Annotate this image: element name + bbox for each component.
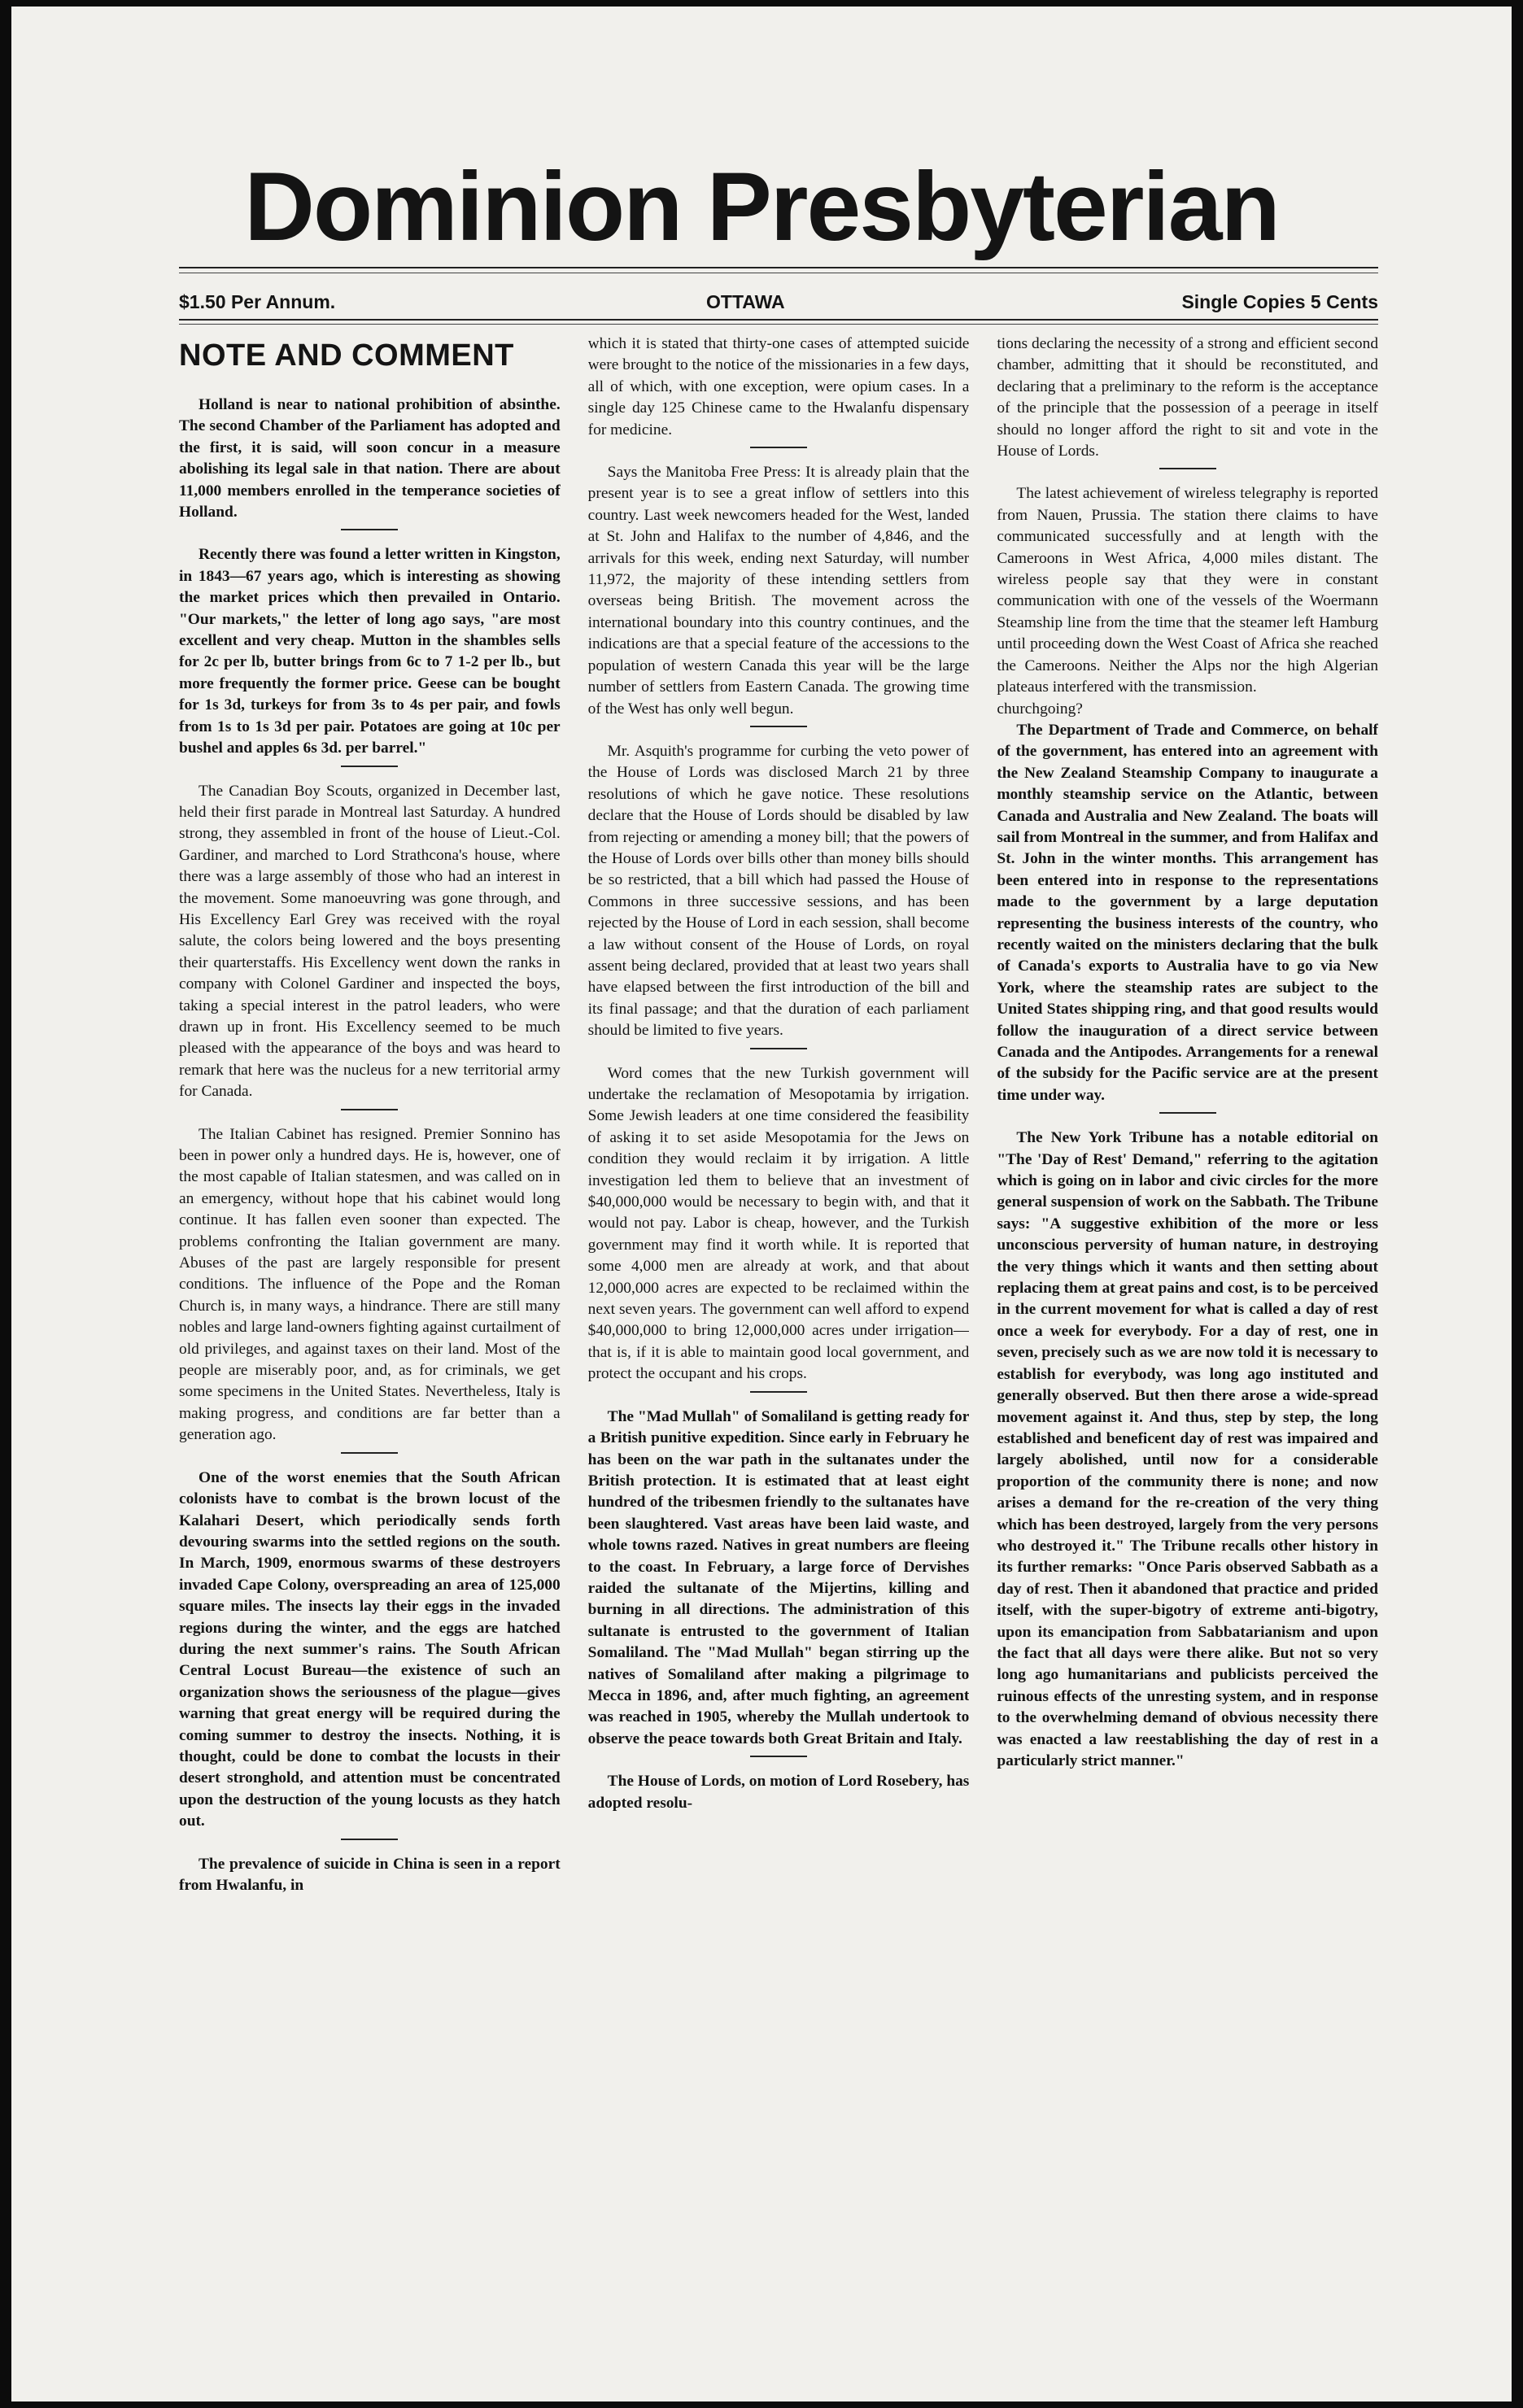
- news-item: churchgoing?: [997, 700, 1083, 718]
- news-item: Says the Manitoba Free Press: It is already plain that the present year is to see a great inflow of settlers into this country. Last week newcomers headed for the West, landed at St. John and Halifax to the number of 4,846, and the arrivals for this week, ending next Saturday, will number 11,972, the majority of these intending settlers from overseas being British. The movement across the international boundary into this country continues, and the indications are that a special feature of the accessions to the population of western Canada this year will be the large number of settlers from Eastern Canada. The growing time of the West has only well begun.: [587, 464, 970, 718]
- item-separator: [750, 1391, 807, 1393]
- item-separator: [341, 1839, 398, 1840]
- item-separator: [750, 447, 807, 448]
- masthead-title: Dominion Presbyterian: [244, 152, 1279, 261]
- item-separator: [341, 1109, 398, 1110]
- news-item: Word comes that the new Turkish government will undertake the reclamation of Mesopotamia by irrigation. Some Jewish leaders at one time considered the feasibility of asking it to set aside Mesopotamia for the Jews on condition they would reclaim it by irrigation. A little investigation led them to believe that an investment of $40,000,000 would be necessary to begin with, and that it would not pay. Labor is cheap, however, and the Turkish government may find it worth while. It is reported that some 4,000 men are already at work, and that about 12,000,000 acres are expected to be reclaimed within the next seven years. The government can well afford to expend $40,000,000 to bring 12,000,000 acres under irrigation—that is, if it is able to maintain good local government, and protect the occupant and his crops.: [587, 1064, 970, 1383]
- subscription-price: $1.50 Per Annum.: [179, 291, 336, 312]
- news-item: The Canadian Boy Scouts, organized in December last, held their first parade in Montreal last Saturday. A hundred strong, they assembled in front of the house of Lieut.-Col. Gardiner, and marched to Lord Strathcona's house, where there was a large assembly of those who had an interest in the movement. Some manoeuvring was gone through, and His Excellency Earl Grey was received with the royal salute, the colors being lowered and the boys presenting their quarterstaffs. His Excellency went down the ranks in company with Colonel Gardiner and inspected the boys, taking a special interest in the patrol leaders, who were drawn up in front. His Excellency seemed to be much pleased with the appearance of the boys and was heard to remark that here was the nucleus for a new territorial army for Canada.: [179, 782, 561, 1101]
- item-separator: [341, 1452, 398, 1454]
- news-item: The Italian Cabinet has resigned. Premier Sonnino has been in power only a hundred days. He is, however, one of the most capable of Italian statesmen, and was called on in an emergency, without hope that his cabinet would long continue. It has fallen even sooner than expected. The problems confronting the Italian government are many. Abuses of the past are largely responsible for present conditions. The influence of the Pope and the Roman Church is, in many ways, a hindrance. There are still many nobles and large land-owners fighting against curtailment of old privileges, and against taxes on their land. Most of the people are miserably poor, and, as for criminals, we get some specimens in the United States. Nevertheless, Italy is making progress, and conditions are far better than a generation ago.: [179, 1125, 561, 1444]
- item-separator: [750, 1048, 807, 1049]
- section-heading: NOTE AND COMMENT: [179, 338, 514, 373]
- column-2: [588, 334, 970, 2302]
- news-item: The New York Tribune has a notable editorial on "The 'Day of Rest' Demand," referring to the agitation which is going on in labor and civic circles for the more general suspension of work on the Sabbath. The Tribune says: "A suggestive exhibition of the more or less unconscious perversity of human nature, in destroying the very things which it wants and then setting about replacing them at great pains and cost, is to be perceived in the current movement for what is called a day of rest once a week for everybody. For a day of rest, one in seven, precisely such as we are now told it is necessary to establish for everybody, was long ago instituted and generally observed. But then there arose a wide-spread movement against it. And thus, step by step, the long established and beneficent day of rest was impaired and largely abolished, until now for a considerable proportion of the community there is none; and now arises a demand for the re-creation of the very thing which has been destroyed, largely from the very persons who destroyed it." The Tribune recalls other history in its further remarks: "Once Paris observed Sabbath as a day of rest. Then it abandoned that practice and prided itself, with the super-bigotry of extreme anti-bigotry, upon its emancipation from Sabbatarianism and upon the fact that all days were there alike. But not so very long ago humanitarians and publicists perceived the ruinous effects of the unresting system, and in response to the overwhelming demand of obvious necessity there was enacted a law reestablishing the day of rest in a particularly strict manner.": [997, 1129, 1379, 1769]
- masthead-rule-bottom-thin: [179, 324, 1378, 325]
- news-item: The House of Lords, on motion of Lord Rosebery, has adopted resolu-: [587, 1773, 970, 1812]
- article-columns: [179, 334, 1378, 2302]
- news-item: Recently there was found a letter written in Kingston, in 1843—67 years ago, which is interesting as showing the market prices which then prevailed in Ontario. "Our markets," the letter of long ago says, "are most excellent and very cheap. Mutton in the shambles sells for 2c per lb, butter brings from 6c to 7 1-2 per lb., but more frequently the former price. Geese can be bought for 1s 3d, turkeys for from 3s to 4s per pair, and fowls from 1s to 1s 3d per pair. Potatoes are going at 10c per bushel and apples 6s 3d. per barrel.": [179, 546, 561, 757]
- news-item: Mr. Asquith's programme for curbing the veto power of the House of Lords was disclosed March 21 by three resolutions of which he gave notice. These resolutions declare that the House of Lords should be disabled by law from rejecting or amending a money bill; that the powers of the House of Lords over bills other than money bills should be so restricted, that a bill which had passed the House of Commons in three successive sessions, and has been rejected by the House of Lord in each session, shall become a law without consent of the House of Lords, on royal assent being declared, provided that at least two years shall have elapsed between the first introduction of the bill and its final passage; and that the duration of each parliament should be limited to five years.: [587, 742, 970, 1040]
- column-1: [179, 334, 561, 2302]
- item-separator: [1159, 468, 1216, 469]
- news-item: The prevalence of suicide in China is seen in a report from Hwalanfu, in: [179, 1855, 561, 1894]
- item-separator: [750, 726, 807, 727]
- news-item: Holland is near to national prohibition of absinthe. The second Chamber of the Parliament has adopted and the first, it is said, will soon concur in a measure abolishing its legal sale in that nation. There are about 11,000 members enrolled in the temperance societies of Holland.: [179, 396, 561, 521]
- news-item: tions declaring the necessity of a strong and efficient second chamber, admitting that it should be reconstituted, and declaring that a preliminary to the reform is the acceptance of the principle that the possession of a peerage in itself should no longer afford the right to sit and vote in the House of Lords.: [997, 335, 1379, 460]
- item-separator: [1159, 1112, 1216, 1114]
- masthead-rule-bottom: [179, 319, 1378, 321]
- news-item: The Department of Trade and Commerce, on behalf of the government, has entered into an agreement with the New Zealand Steamship Company to inaugurate a monthly steamship service on the Atlantic, between Canada and Australia and New Zealand. The boats will sail from Montreal in the summer, and from Halifax and St. John in the winter months. This arrangement has been entered into in response to the representations made to the government by a large deputation representing the business interests of the country, who recently waited on the ministers declaring that the bulk of Canada's exports to Australia have to go via New York, where the steamship rates are subject to the United States shipping ring, and that good results would follow the inauguration of a direct service between Canada and the Antipodes. Arrangements for a renewal of the subsidy for the Pacific service are at the present time under way.: [997, 721, 1379, 1104]
- single-copy-price: Single Copies 5 Cents: [1181, 291, 1378, 312]
- item-separator: [341, 529, 398, 530]
- column-3: [997, 334, 1378, 2302]
- news-item: One of the worst enemies that the South African colonists have to combat is the brown locust of the Kalahari Desert, which periodically sends forth devouring swarms into the settled regions on the south. In March, 1909, enormous swarms of these destroyers invaded Cape Colony, overspreading an area of 125,000 square miles. The insects lay their eggs in the invaded regions during the winter, and the eggs are hatched during the next summer's rains. The South African Central Locust Bureau—the existence of such an organization shows the seriousness of the plague—gives warning that great energy will be required during the coming summer to destroy the insects. Nothing, it is thought, could be done to combat the locusts in their desert stronghold, and attention must be concentrated upon the destruction of the young locusts as they hatch out.: [179, 1468, 561, 1830]
- news-item: The "Mad Mullah" of Somaliland is getting ready for a British punitive expedition. Since early in February he has been on the war path in the sultanates under the British protection. It is estimated that at least eight hundred of the tribesmen friendly to the sultanates have been slaughtered. Vast areas have been laid waste, and whole towns razed. Natives in great numbers are fleeing to the coast. In February, a large force of Dervishes raided the sultanate of the Mijertins, killing and burning in all directions. The administration of this sultanate is entrusted to the government of Italian Somaliland. The "Mad Mullah" began stirring up the natives of Somaliland after making a pilgrimage to Mecca in 1896, and, after much fighting, an agreement was reached in 1905, whereby the Mullah undertook to observe the peace towards both Great Britain and Italy.: [587, 1407, 970, 1747]
- news-item: which it is stated that thirty-one cases of attempted suicide were brought to the notice of the missionaries in a few days, all of which, with one exception, were opium cases. In a single day 125 Chinese came to the Hwalanfu dispensary for medicine.: [587, 335, 970, 438]
- item-separator: [750, 1756, 807, 1757]
- city-label: OTTAWA: [706, 291, 785, 312]
- item-separator: [341, 766, 398, 767]
- masthead-rule-top: [179, 267, 1378, 268]
- newspaper-page: [11, 7, 1512, 2401]
- news-item: The latest achievement of wireless telegraphy is reported from Nauen, Prussia. The station there claims to have communicated successfully and at length with the Cameroons in West Africa, 4,000 miles distant. The wireless people say that they were in constant communication with one of the vessels of the Woermann Steamship line from the time that the steamer left Hamburg until proceeding down the West Coast of Africa she reached the Cameroons. Neither the Alps nor the high Algerian plateaus interfered with the transmission.: [997, 485, 1379, 696]
